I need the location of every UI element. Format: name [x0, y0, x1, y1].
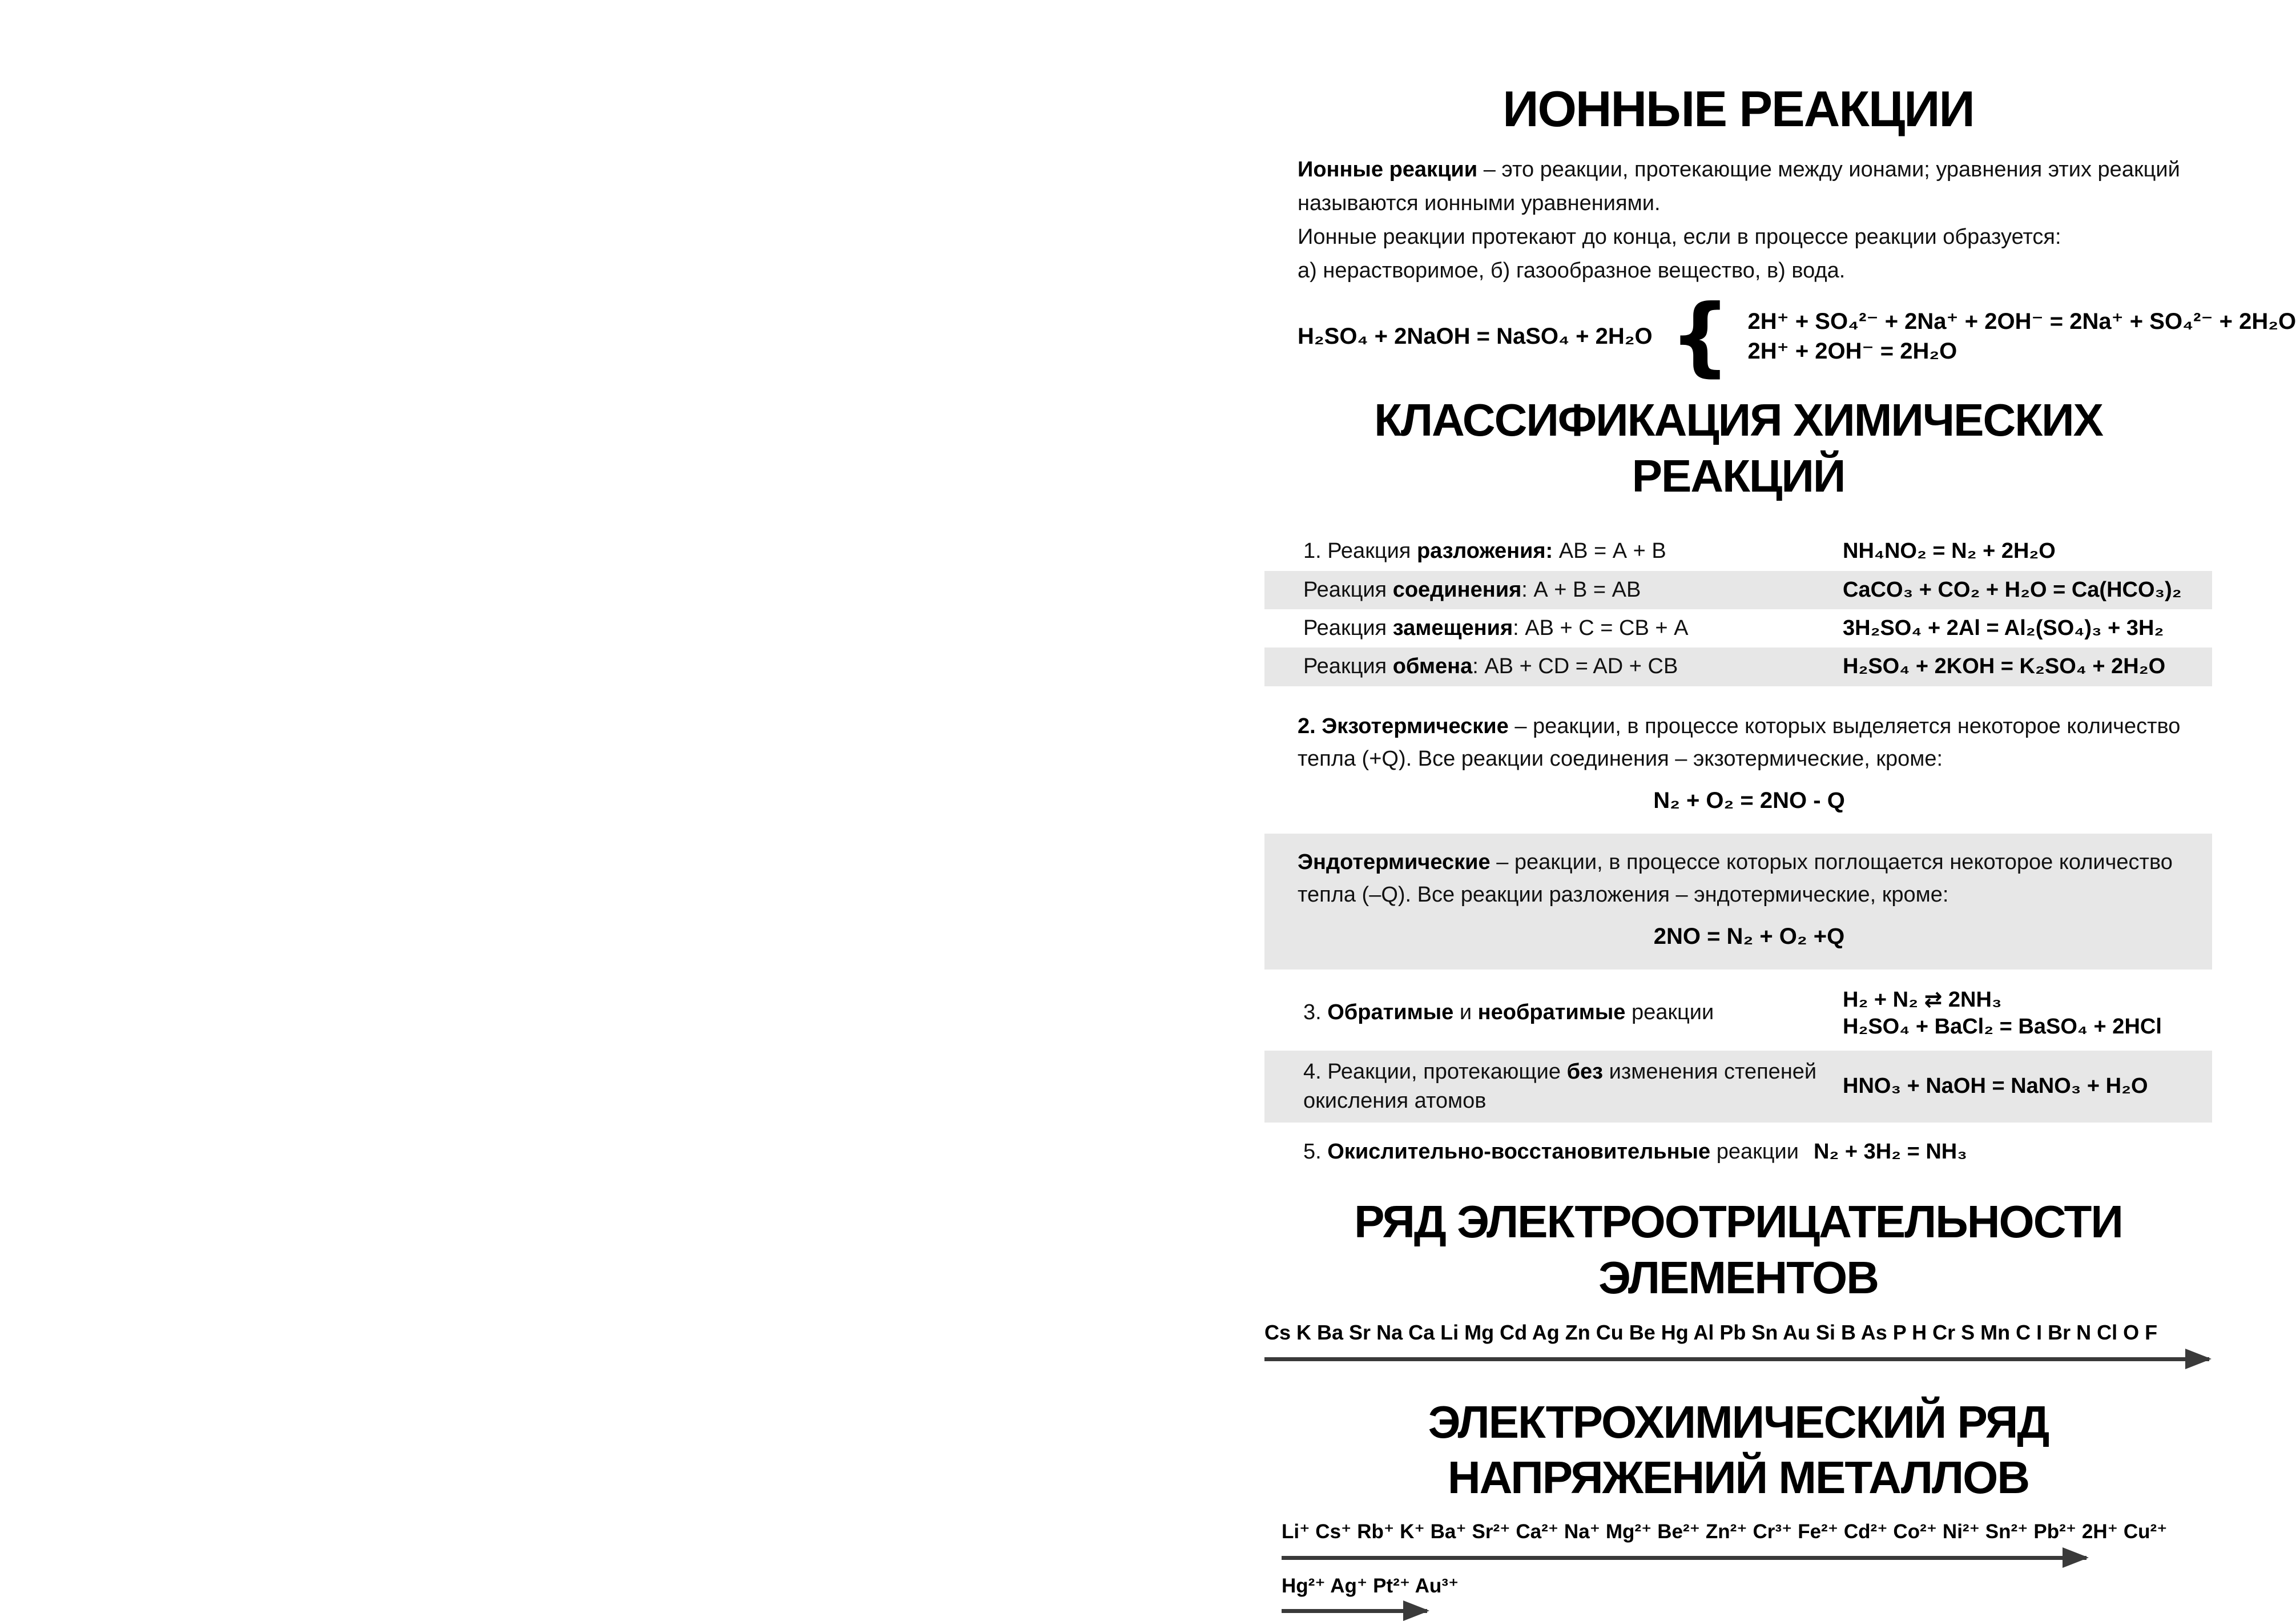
intro-lead-bold: Ионные реакции	[1298, 158, 1478, 182]
endothermic-block	[1264, 834, 2212, 970]
row-label-post: : А + В = АВ	[1521, 577, 1641, 602]
row-equation: CaCO₃ + CO₂ + H₂O = Ca(HCO₃)₂	[1843, 577, 2182, 602]
row-label-post: : АВ + С = СВ + А	[1513, 616, 1689, 641]
reversible-term: Обратимые	[1327, 1000, 1454, 1025]
row-label-pre: Реакция	[1303, 616, 1393, 641]
no-oxidation-change-row	[1264, 1051, 2212, 1123]
row-label	[1303, 614, 1843, 642]
intro-paragraph	[1264, 153, 2212, 288]
endothermic-term: Эндотермические	[1298, 850, 1491, 874]
table-row	[1264, 647, 2212, 686]
activity-series-title-line1: ЭЛЕКТРОХИМИЧЕСКИЙ РЯД	[1428, 1396, 2049, 1447]
row-equation: H₂SO₄ + BaCl₂ = BaSO₄ + 2HCl	[1843, 1014, 2162, 1039]
without-term: без	[1566, 1059, 1604, 1084]
example-equation-block	[1264, 286, 2296, 386]
classification-title: КЛАССИФИКАЦИЯ ХИМИЧЕСКИХ РЕАКЦИЙ	[1374, 395, 2102, 501]
activity-series-row2: Hg²⁺ Ag⁺ Pt²⁺ Au³⁺	[1282, 1574, 1459, 1597]
row-label-pre: Реакция	[1303, 577, 1393, 602]
row-label-post: изменения степеней окисления атомов	[1303, 1059, 1817, 1113]
endothermic-text	[1298, 850, 2173, 907]
row-label	[1303, 653, 1843, 681]
intro-line-definition	[1298, 153, 2212, 220]
redox-term: Окислительно-восстановительные	[1327, 1140, 1711, 1164]
row-equation: N₂ + 3H₂ = NH₃	[1813, 1140, 1967, 1164]
irreversible-term: необратимые	[1477, 1000, 1626, 1025]
activity-series-arrow-short	[1282, 1609, 1427, 1613]
brace-symbol: {	[1669, 286, 1731, 386]
exothermic-term: 2. Экзотермические	[1298, 714, 1509, 738]
row-equation: NH₄NO₂ = N₂ + 2H₂O	[1843, 539, 2056, 564]
redox-row	[1264, 1140, 2212, 1164]
row-label	[1303, 537, 1843, 565]
intro-lead-rest: – это реакции, протекающие между ионами; уравнения этих реакций называются ионными уравнениями.	[1298, 158, 2180, 215]
row-label-mid: и	[1453, 1000, 1478, 1025]
row-label-pre: 5.	[1303, 1140, 1328, 1164]
electronegativity-arrow	[1264, 1357, 2209, 1361]
intro-line-cases: а) нерастворимое, б) газообразное вещество, в) вода.	[1298, 258, 1846, 283]
row-label-bold: соединения	[1392, 577, 1522, 602]
endothermic-rest: – реакции, в процессе которых поглощается некоторое количество тепла (–Q). Все реакции разложения – эндотермические, кроме:	[1298, 850, 2173, 907]
electronegativity-title-line2: ЭЛЕМЕНТОВ	[1598, 1252, 1878, 1303]
net-ionic-equation: 2H⁺ + 2OH⁻ = 2H₂O	[1747, 339, 1957, 364]
row-label-bold: разложения:	[1416, 539, 1553, 564]
electronegativity-title	[1264, 1194, 2212, 1305]
row-equation: H₂SO₄ + 2KOH = K₂SO₄ + 2H₂O	[1843, 654, 2166, 679]
row-label-post: : АВ + CD = AD + СВ	[1472, 654, 1678, 679]
row-label-bold: обмена	[1392, 654, 1473, 679]
row-label	[1303, 1057, 1843, 1116]
table-row	[1264, 532, 2212, 570]
endothermic-equation: 2NO = N₂ + O₂ +Q	[1653, 923, 1845, 949]
activity-series-title-line2: НАПРЯЖЕНИЙ МЕТАЛЛОВ	[1447, 1452, 2029, 1503]
row-label-post: АВ = А + В	[1553, 539, 1666, 564]
row-label-pre: 3.	[1303, 1000, 1328, 1025]
exothermic-block	[1264, 710, 2212, 818]
reaction-types-table	[1264, 532, 2212, 686]
row-label	[1303, 1140, 1799, 1164]
row-label-post: реакции	[1625, 1000, 1714, 1025]
row-equation: 3H₂SO₄ + 2Al = Al₂(SO₄)₃ + 3H₂	[1843, 616, 2164, 641]
activity-series-row1: Li⁺ Cs⁺ Rb⁺ K⁺ Ba⁺ Sr²⁺ Ca²⁺ Na⁺ Mg²⁺ Be²⁺ Zn²⁺ Cr³⁺ Fe²⁺ Cd²⁺ Co²⁺ Ni²⁺ Sn²⁺ Pb²⁺ 2H⁺ Cu²⁺	[1282, 1520, 2168, 1543]
row-label-pre: 4. Реакции, протекающие	[1303, 1059, 1567, 1084]
row-label-bold: замещения	[1392, 616, 1513, 641]
ionic-reactions-title: ИОННЫЕ РЕАКЦИИ	[1503, 81, 1974, 137]
exothermic-rest: – реакции, в процессе которых выделяется некоторое количество тепла (+Q). Все реакции соединения – экзотермические, кроме:	[1298, 714, 2181, 771]
row-label-pre: 1. Реакция	[1303, 539, 1417, 564]
molecular-equation: H₂SO₄ + 2NaOH = NaSO₄ + 2H₂O	[1298, 323, 1653, 349]
row-label	[1303, 576, 1843, 604]
activity-series-title	[1264, 1394, 2212, 1506]
intro-line-condition: Ионные реакции протекают до конца, если в процессе реакции образуется:	[1298, 224, 2061, 249]
electronegativity-series: Cs K Ba Sr Na Ca Li Mg Cd Ag Zn Cu Be Hg Al Pb Sn Au Si B As P H Cr S Mn C I Br N Cl O F	[1264, 1320, 2158, 1344]
ionic-equations	[1747, 308, 2296, 364]
row-equation: H₂ + N₂ ⇄ 2NH₃	[1843, 987, 2002, 1012]
exothermic-text	[1298, 714, 2180, 771]
activity-series-arrow	[1282, 1556, 2086, 1560]
row-label-post: реакции	[1710, 1140, 1799, 1164]
reversible-row	[1264, 987, 2212, 1039]
full-ionic-equation: 2H⁺ + SO₄²⁻ + 2Na⁺ + 2OH⁻ = 2Na⁺ + SO₄²⁻ + 2H₂O	[1747, 309, 2296, 335]
row-equations	[1843, 987, 2212, 1039]
table-row	[1264, 571, 2212, 609]
exothermic-equation: N₂ + O₂ = 2NO - Q	[1653, 787, 1845, 813]
row-equation: HNO₃ + NaOH = NaNO₃ + H₂O	[1843, 1074, 2148, 1099]
table-row	[1264, 609, 2212, 647]
row-label	[1303, 1000, 1843, 1025]
content-column	[1264, 80, 2296, 1613]
electronegativity-title-line1: РЯД ЭЛЕКТРООТРИЦАТЕЛЬНОСТИ	[1354, 1196, 2122, 1248]
row-label-pre: Реакция	[1303, 654, 1393, 679]
